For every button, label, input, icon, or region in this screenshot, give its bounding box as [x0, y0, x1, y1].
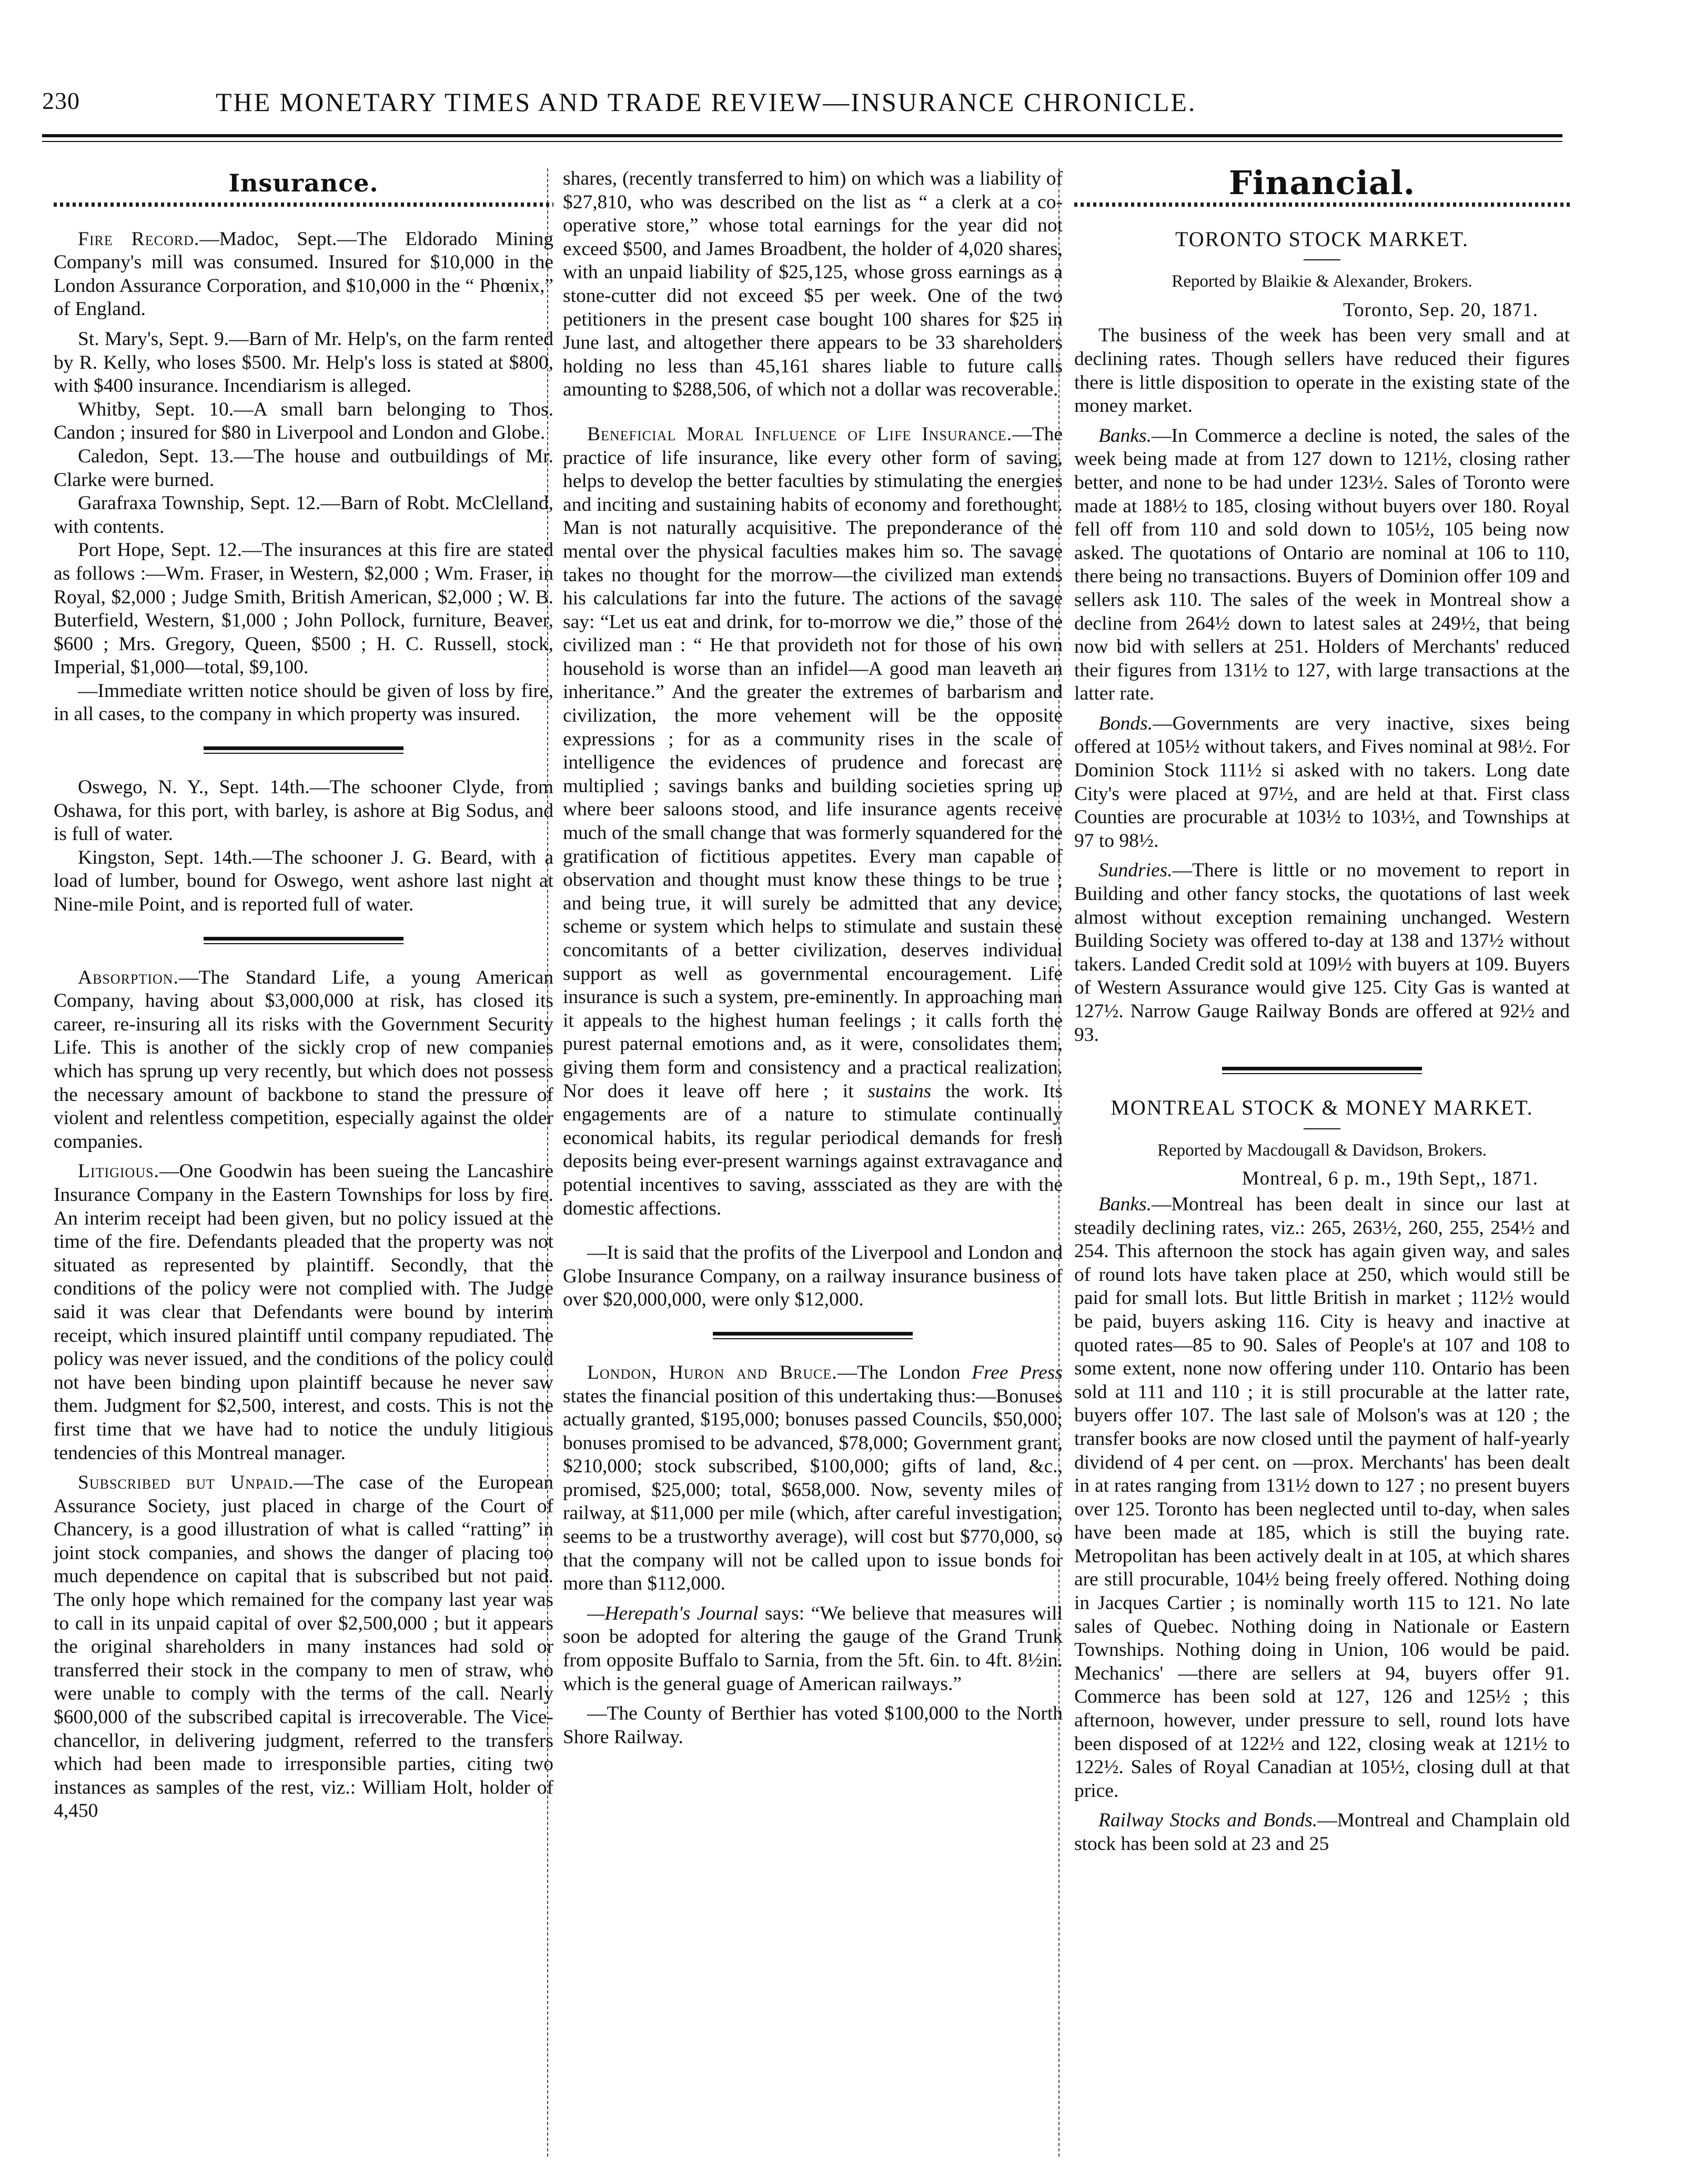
- marine-item: Kingston, Sept. 14th.—The schooner J. G. Beard, with a load of lumber, bound for Oswego, went ashore last night at Nine-mile Point, and is reported full of water.: [54, 846, 553, 916]
- absorption-lead: Absorption.: [78, 966, 179, 988]
- fire-item: Whitby, Sept. 10.—A small barn belonging to Thos. Candon ; insured for $80 in Liverpool and London and Globe.: [54, 398, 553, 444]
- montreal-banks-lead: Banks.: [1098, 1193, 1152, 1215]
- subscribed-lead: Subscribed but Unpaid.: [78, 1472, 294, 1494]
- toronto-dateline: Toronto, Sep. 20, 1871.: [1343, 299, 1538, 321]
- fire-record-lead: Fire Record.: [78, 228, 200, 250]
- herepath-paragraph: [563, 1602, 1063, 1696]
- beneficial-text-after: the work. Its engagements are of a nature to stimulate continually economical habits, its regular periodical demands for fresh deposits being ever-present warnings against extravagance and potential incentives to saving, asssciated as they are with the domestic affections.: [563, 1080, 1063, 1219]
- header-rule-thick: [42, 134, 1562, 137]
- toronto-byline: Reported by Blaikie & Alexander, Brokers.: [1172, 272, 1472, 291]
- continuation-paragraph: shares, (recently transferred to him) on which was a liability of $27,810, who was described on the list as “ a clerk at a co-operative store,” whose total earnings for the year did not exceed $500, and James Broadbent, the holder of 4,020 shares, with an unpaid liability of $25,125, whose gross earnings as a stone-cutter did not exceed $5 per week. One of the two petitioners in the present case bought 100 shares for $25 in June last, and altogether there appears to be 33 shareholders holding no less than 45,161 shares liable to future calls amounting to $288,506, of which not a dollar was recoverable.: [563, 168, 1063, 401]
- toronto-bonds-text: —Governments are very inactive, sixes being offered at 105½ without takers, and Fives nominal at 98½. For Dominion Stock 111½ si asked with no takers. Long date City's were placed at 97½, and are held at that. First class Counties are procurable at 103½ to 103½, and Townships at 97 to 98½.: [1074, 712, 1570, 852]
- herepath-italic: —Herepath's Journal: [587, 1602, 759, 1624]
- liverpool-paragraph: —It is said that the profits of the Liverpool and London and Globe Insurance Company, on a railway insurance business of over $20,000,000, were only $12,000.: [563, 1242, 1063, 1311]
- page-header: [42, 87, 1557, 129]
- fire-record-text: —Madoc, Sept.—The Eldorado Mining Company's mill was consumed. Insured for $10,000 in the London Assurance Corporation, and $10,000 in the “ Phœnix,” of England.: [54, 228, 553, 320]
- toronto-market-title: TORONTO STOCK MARKET.: [1175, 227, 1469, 251]
- herepath-text: says: “We believe that measures will soon be adopted for altering the gauge of the Grand Trunk from opposite Buffalo to Sarnia, from the 5ft. 6in. to 4ft. 8½in. which is the general guage of American railways.”: [563, 1602, 1063, 1695]
- london-huron-lead: London, Huron and Bruce.: [587, 1361, 838, 1383]
- section-divider: [1222, 1067, 1422, 1074]
- montreal-railway-lead: Railway Stocks and Bonds.: [1098, 1809, 1318, 1832]
- short-rule: [1304, 259, 1340, 260]
- toronto-sundries-lead: Sundries.: [1098, 860, 1173, 882]
- heading-ornament: [1074, 203, 1570, 207]
- toronto-bonds-lead: Bonds.: [1098, 712, 1153, 734]
- fire-record-paragraph: [54, 228, 553, 321]
- toronto-sundries: [1074, 859, 1570, 1047]
- toronto-banks-text: —In Commerce a decline is noted, the sales of the week being made at from 127 down to 121½, closing rather better, and none to be had under 123½. Sales of Toronto were made at 188½ to 185, closing without buyers over 180. Royal fell off from 110 and sold down to 105½, 105 being now asked. The quotations of Ontario are nominal at 106 to 110, there being no transactions. Buyers of Dominion offer 109 and sellers ask 110. The sales of the week in Montreal show a decline from 264½ down to latest sales at 249½, that being now bid with sellers at 251. Holders of Merchants' reduced their figures from 131½ to 127, with large transactions at the latter rate.: [1074, 424, 1570, 705]
- header-rule-thin: [42, 141, 1562, 142]
- toronto-banks: [1074, 424, 1570, 706]
- toronto-bonds: [1074, 712, 1570, 853]
- running-title: THE MONETARY TIMES AND TRADE REVIEW—INSURANCE CHRONICLE.: [216, 87, 1197, 117]
- financial-heading: Financial.: [1228, 167, 1416, 202]
- litigious-paragraph: [54, 1160, 553, 1465]
- fire-notice: —Immediate written notice should be given of loss by fire, in all cases, to the company in which property was insured.: [54, 680, 553, 725]
- beneficial-text: —The practice of life insurance, like every other form of saving, helps to develop the better faculties by stimulating the energies and inciting and sustaining habits of economy and forethought. Man is not naturally acquisitive. The preponderance of the mental over the physical faculties makes him so. The savage takes no thought for the morrow—the civilized man extends his calculations far into the future. The actions of the savage say: “Let us eat and drink, for to-morrow we die,” those of the civilized man : “ He that provideth not for those of his own household is worse than an infidel—A good man leaveth an inheritance.” And the greater the extremes of barbarism and civilization, the more vehement will be the opposite expressions ; for as a community rises in the scale of intelligence the evidences of prudence and forecast are multiplied ; savings banks and building societies spring up where beer saloons stood, and life insurance agents receive much of the small change that was formerly squandered for the gratification of fictitious appetites. Every man capable of observation and thought must know these things to be true ; and being true, it will surely be admitted that any device, scheme or system which helps to stimulate and sustain these concomitants of a better civilization, deserves individual support as well as governmental encouragement. Life insurance is such a system, pre-eminently. In approaching man it appeals to the highest human feelings ; it calls forth the purest paternal emotions and, as it were, consolidates them, giving them form and consistency and a practical realization. Nor does it leave off here ; it: [563, 423, 1063, 1102]
- litigious-text: —One Goodwin has been sueing the Lancashire Insurance Company in the Eastern Townships for loss by fire. An interim receipt had been given, but no policy issued at the time of the fire. Defendants pleaded that the property was not situated as represented by plaintiff. Secondly, that the conditions of the policy were not complied with. The Judge said it was clear that Defendants were bound by interim receipt, which insured plaintiff until company repudiated. The policy was never issued, and the conditions of the policy could not have been binding upon plaintiff because he never saw them. Judgment for $2,500, interest, and costs. This is not the first time that we have had to notice the unduly litigious tendencies of this Montreal manager.: [54, 1160, 553, 1464]
- london-huron-italic: Free Press: [972, 1361, 1063, 1383]
- section-divider: [204, 937, 403, 944]
- insurance-heading: Insurance.: [228, 169, 379, 197]
- toronto-banks-lead: Banks.: [1098, 424, 1152, 447]
- london-huron-paragraph: [563, 1361, 1063, 1596]
- montreal-market-title: MONTREAL STOCK & MONEY MARKET.: [1111, 1096, 1533, 1120]
- fire-item: Garafraxa Township, Sept. 12.—Barn of Robt. McClelland, with contents.: [54, 492, 553, 538]
- fire-item: St. Mary's, Sept. 9.—Barn of Mr. Help's, on the farm rented by R. Kelly, who loses $500. Mr. Help's loss is stated at $800, with $400 insurance. Incendiarism is alleged.: [54, 328, 553, 397]
- beneficial-italic: sustains: [867, 1080, 932, 1102]
- column-financial: [1067, 167, 1577, 2156]
- fire-item: Caledon, Sept. 13.—The house and outbuildings of Mr. Clarke were burned.: [54, 445, 553, 491]
- montreal-railway-text: —Montreal and Champlain old stock has been sold at 23 and 25: [1074, 1809, 1570, 1855]
- page-number: 230: [42, 87, 80, 114]
- absorption-paragraph: [54, 966, 553, 1154]
- marine-item: Oswego, N. Y., Sept. 14th.—The schooner Clyde, from Oshawa, for this port, with barley, is ashore at Big Sodus, and is full of water.: [54, 776, 553, 845]
- column-insurance: [46, 167, 561, 2156]
- fire-item: Port Hope, Sept. 12.—The insurances at this fire are stated as follows :—Wm. Fraser, in Western, $2,000 ; Wm. Fraser, in Royal, $2,000 ; Judge Smith, British American, $2,000 ; W. B. Buterfield, Western, $1,000 ; John Pollock, furniture, Beaver, $600 ; Mrs. Gregory, Queen, $500 ; H. C. Russell, stock, Imperial, $1,000—total, $9,100.: [54, 539, 553, 679]
- berthier-paragraph: —The County of Berthier has voted $100,000 to the North Shore Railway.: [563, 1703, 1063, 1748]
- montreal-banks-text: —Montreal has been dealt in since our last at steadily declining rates, viz.: 265, 263½, 260, 255, 254½ and 254. This afternoon the stock has again given way, and sales of round lots have taken place at 250, which would still be paid for small lots. But little British in market ; 112½ would be paid, buyers asking 116. City is heavy and inactive at quoted rates—85 to 90. Sales of People's at 107 and 108 to some extent, none now offering under 110. Ontario has been sold at 111 and 110 ; it is still procurable at the latter rate, buyers offer 107. The last sale of Molson's was at 120 ; the transfer books are now closed until the payment of half-yearly dividend of 4 per cent. on —prox. Merchants' has been dealt in at rates ranging from 131½ down to 127 ; no present buyers over 125. Toronto has been neglected until to-day, when sales have been made at 185, which is still the buying rate. Metropolitan has been actively dealt in at 105, at which shares are still procurable, 104½ being freely offered. Nothing doing in Jacques Cartier ; is nominally worth 115 to 121. No late sales of Quebec. Nothing doing in Nationale or Eastern Townships. Nothing doing in Union, 106 would be paid. Mechanics' —there are sellers at 94, buyers offer 91. Commerce has been sold at 127, 126 and 125½ ; this afternoon, however, under pressure to sell, round lots have been disposed of at 122½ and 122, closing weak at 121½ to 122½. Sales of Royal Canadian at 105½, closing dull at that price.: [1074, 1193, 1570, 1802]
- montreal-railway: [1074, 1809, 1570, 1856]
- column-middle: [556, 167, 1070, 2156]
- litigious-lead: Litigious.: [78, 1160, 159, 1182]
- toronto-intro: The business of the week has been very small and at declining rates. Though sellers have reduced their figures there is little disposition to operate in the existing state of the money market.: [1074, 325, 1570, 417]
- montreal-byline: Reported by Macdougall & Davidson, Brokers.: [1157, 1140, 1487, 1160]
- heading-ornament: [54, 203, 553, 207]
- section-divider: [713, 1332, 913, 1339]
- montreal-banks: [1074, 1193, 1570, 1803]
- london-huron-text-after: states the financial position of this undertaking thus:—Bonuses actually granted, $195,000; bonuses passed Councils, $50,000; bonuses promised to be advanced, $78,000; Government grant, $210,000; stock subscribed, $100,000; gifts of land, &c., promised, $25,000; total, $658,000. Now, seventy miles of railway, at $11,000 per mile (which, after careful investigation, seems to be a trustworthy average), will cost but $770,000, so that the company will not be called upon to issue bonds for more than $112,000.: [563, 1385, 1063, 1595]
- montreal-dateline: Montreal, 6 p. m., 19th Sept,, 1871.: [1242, 1168, 1538, 1190]
- toronto-sundries-text: —There is little or no movement to report in Building and other fancy stocks, the quotations of last week almost without exception remaining unchanged. Western Building Society was offered to-day at 138 and 137½ without takers. Landed Credit sold at 109½ with buyers at 109. Buyers of Western Assurance would give 125. City Gas is wanted at 127½. Narrow Gauge Railway Bonds are offered at 92½ and 93.: [1074, 860, 1570, 1046]
- beneficial-lead: Beneficial Moral Influence of Life Insurance.: [587, 423, 1013, 445]
- section-divider: [204, 746, 403, 754]
- london-huron-text-before: —The London: [837, 1361, 961, 1383]
- beneficial-paragraph: [563, 423, 1063, 1220]
- short-rule: [1304, 1128, 1340, 1129]
- absorption-text: —The Standard Life, a young American Company, having about $3,000,000 at risk, has closed its career, re-insuring all its risks with the Government Security Life. This is another of the sickly crop of new companies which has sprung up very recently, but which does not possess the necessary amount of backbone to stand the pressure of violent and relentless competition, especially against the older companies.: [54, 966, 553, 1152]
- subscribed-text: —The case of the European Assurance Society, just placed in charge of the Court of Chancery, is a good illustration of what is called “ratting” in joint stock companies, and shows the danger of placing too much dependence on capital that is subscribed but not paid. The only hope which remained for the company last year was to call in its unpaid capital of over $2,500,000 ; but it appears the original shareholders in many instances had sold or transferred their stock in the company to men of straw, who were unable to comply with the terms of the call. Nearly $600,000 of the subscribed capital is irrecoverable. The Vice-chancellor, in delivering judgment, referred to the transfers which had been made to irresponsible parties, citing two instances as samples of the rest, viz.: William Holt, holder of 4,450: [54, 1472, 554, 1822]
- subscribed-paragraph: [54, 1471, 553, 1823]
